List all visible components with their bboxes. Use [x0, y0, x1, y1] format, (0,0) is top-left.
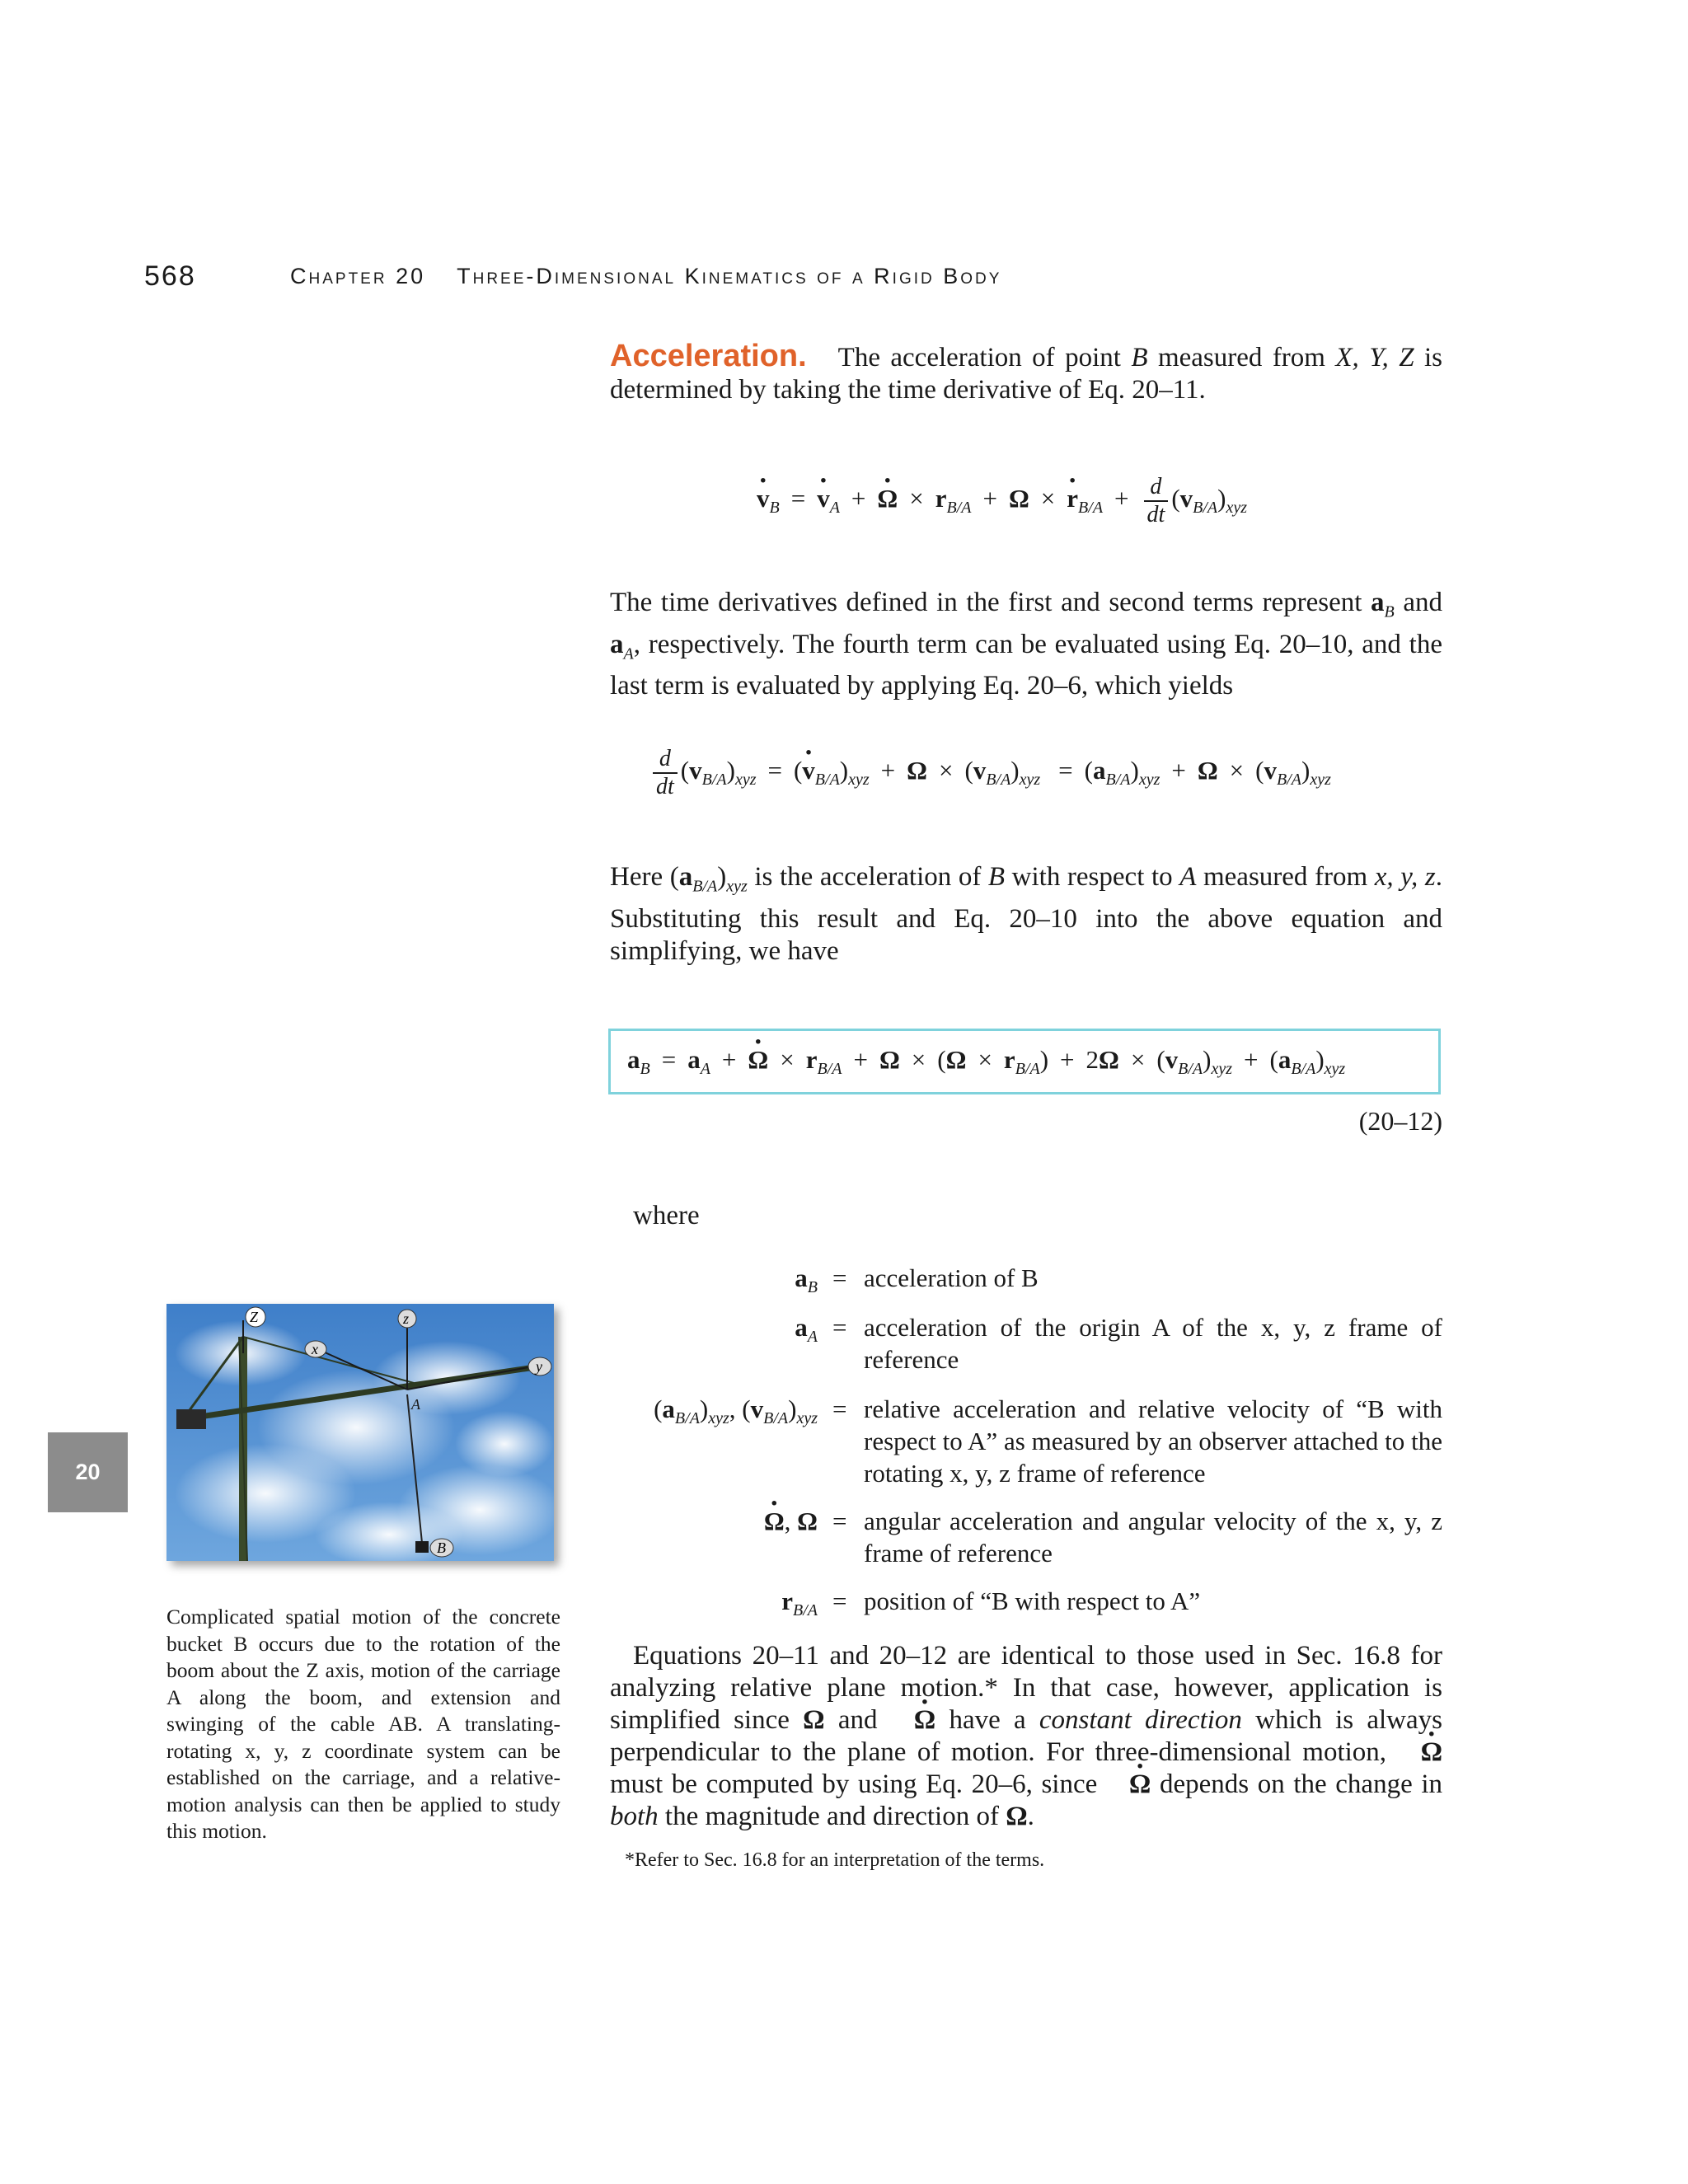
def-symbol-aA: $a_A$ — [795, 1313, 818, 1346]
def-equals: = — [832, 1313, 847, 1342]
equation-number: (20–12) — [1358, 1106, 1442, 1136]
definition-aB: acceleration of B — [864, 1263, 1039, 1292]
figure-caption: Complicated spatial motion of the concrete bucket B occurs due to the rotation of the boom about the Z axis, motion of the carriage A along the boom, and extension and swinging of the cable AB. A translating-rotating x, y, z coordinate system can be established on the carriage, and a relative-motion analysis can then be applied to study this motion. — [166, 1605, 560, 1843]
definition-omega: angular acceleration and angular velocity of the x, y, z frame of reference — [864, 1507, 1442, 1568]
label-B: B — [437, 1540, 446, 1556]
label-z: z — [403, 1310, 410, 1327]
label-A: A — [411, 1396, 420, 1413]
paragraph-derivative-terms: The time derivatives defined in the first and second terms represent $a_B$ and $a_A$, respectively. The fourth term can be evaluated using Eq. 20–10, and the last term is evaluated by applying Eq. 20–6, which yields — [610, 588, 1443, 701]
chapter-label: Chapter 20 — [290, 264, 426, 288]
section-heading: Acceleration. — [610, 339, 807, 373]
boxed-equation-20-12 — [608, 1029, 1441, 1094]
label-Z: Z — [250, 1309, 259, 1325]
paragraph-substitution: Here $(a_{B/A})_{xyz}$ is the acceleration of B with respect to A measured from x, y, z. Substituting this result and Eq. 20–10 into the above equation and simplifying, we have — [610, 862, 1442, 966]
footnote: *Refer to Sec. 16.8 for an interpretation of the terms. — [625, 1849, 1045, 1871]
definition-rBA: position of “B with respect to A” — [864, 1586, 1201, 1615]
closing-paragraph: Equations 20–11 and 20–12 are identical to those used in Sec. 16.8 for analyzing relative plane motion.* In that case, however, application is simplified since Ω and · Ω have a constant direction which is always perpendicular to the plane of motion. For three-dimensional motion, · Ω must be computed by using Eq. 20–6, since · Ω depends on the change in both the magnitude and direction of Ω. — [610, 1640, 1442, 1833]
def-equals: = — [832, 1263, 847, 1292]
crane-photo — [166, 1304, 554, 1561]
equation-relative-derivative: $\frac{d}{dt}$ $(v_{B/A})_{xyz}$ = (· $v_{B/A})_{xyz} + \Omega \times (v_{B/A})_{xyz} = (a_{B/A})_{xyz} + \Omega \times (v_{B/A})_{xyz}$ — [649, 746, 1331, 800]
equation-velocity-derivative: · $v_B =\cdot v_A +\cdot \Omega \times r_{B/A} + \Omega \times\cdot r_{B/A}$ + $\frac{d}{dt}$ $(v_{B/A})_{xyz}$ — [757, 474, 1247, 528]
definition-relative: relative acceleration and relative velocity of “B with respect to A” as measured by an observer attached to the rotating x, y, z frame of reference — [864, 1394, 1442, 1488]
def-equals: = — [832, 1586, 847, 1615]
chapter-tab: 20 — [48, 1432, 128, 1512]
where-label: where — [633, 1201, 700, 1230]
label-x: x — [312, 1341, 318, 1357]
intro-paragraph: Acceleration. The acceleration of point B measured from X, Y, Z is determined by taking the time derivative of Eq. 20–11. — [610, 339, 1443, 405]
def-symbol-omega: · Ω, Ω — [587, 1507, 818, 1536]
crane-illustration — [166, 1304, 554, 1561]
equation-acceleration: $a_B = a_A +\cdot \Omega \times r_{B/A} + \Omega \times (\Omega \times r_{B/A}) + 2\Omega \times (v_{B/A})_{xyz} + (a_{B/A})_{xyz}$ — [627, 1045, 1345, 1079]
def-symbol-relative: $(a_{B/A})_{xyz}$, $(v_{B/A})_{xyz}$ — [654, 1394, 818, 1427]
definition-aA: acceleration of the origin A of the x, y, z frame of reference — [864, 1313, 1442, 1374]
running-head — [290, 264, 1001, 289]
def-equals: = — [832, 1507, 847, 1535]
def-symbol-rBA: $r_{B/A}$ — [781, 1586, 818, 1619]
def-equals: = — [832, 1394, 847, 1423]
label-y: y — [536, 1358, 542, 1375]
chapter-title: Three-Dimensional Kinematics of a Rigid Body — [457, 264, 1002, 288]
def-symbol-aB: $a_B$ — [795, 1263, 818, 1296]
page-number: 568 — [144, 260, 196, 292]
